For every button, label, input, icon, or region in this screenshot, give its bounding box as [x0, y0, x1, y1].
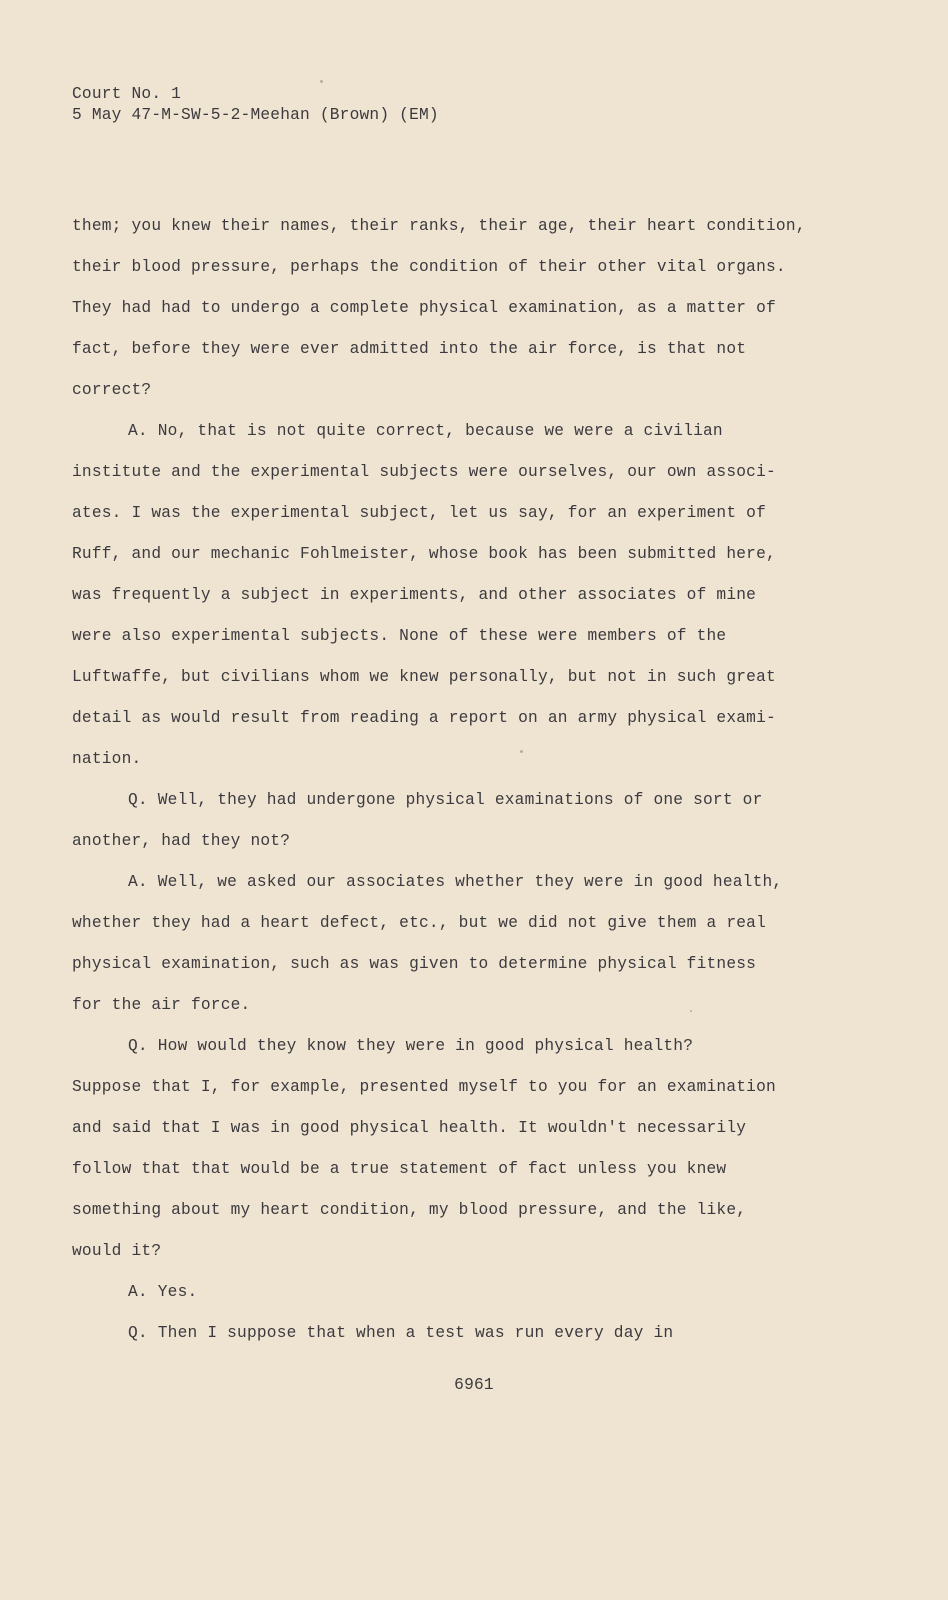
- page-number: 6961: [454, 1376, 494, 1394]
- transcript-line: They had had to undergo a complete physical examination, as a matter of: [72, 299, 776, 317]
- transcript-line: nation.: [72, 750, 142, 768]
- transcript-line: something about my heart condition, my blood pressure, and the like,: [72, 1201, 747, 1219]
- transcript-line: Q. Well, they had undergone physical examinations of one sort or: [128, 791, 763, 809]
- paper-speck: [320, 80, 323, 83]
- transcript-line: Q. How would they know they were in good physical health?: [128, 1037, 694, 1055]
- transcript-line: Q. Then I suppose that when a test was run every day in: [128, 1324, 674, 1342]
- transcript-line: physical examination, such as was given to determine physical fitness: [72, 955, 757, 973]
- transcript-line: A. No, that is not quite correct, because we were a civilian: [128, 422, 723, 440]
- transcript-line: were also experimental subjects. None of these were members of the: [72, 627, 727, 645]
- transcript-line: whether they had a heart defect, etc., but we did not give them a real: [72, 914, 766, 932]
- transcript-line: their blood pressure, perhaps the condition of their other vital organs.: [72, 258, 786, 276]
- transcript-line: detail as would result from reading a report on an army physical exami-: [72, 709, 776, 727]
- transcript-line: A. Yes.: [128, 1283, 198, 1301]
- transcript-line: institute and the experimental subjects were ourselves, our own associ-: [72, 463, 776, 481]
- transcript-line: ates. I was the experimental subject, let us say, for an experiment of: [72, 504, 766, 522]
- document-header: [72, 84, 439, 126]
- transcript-body: [72, 206, 832, 1354]
- transcript-line: A. Well, we asked our associates whether they were in good health,: [128, 873, 783, 891]
- transcript-line: would it?: [72, 1242, 162, 1260]
- transcript-line: follow that that would be a true statement of fact unless you knew: [72, 1160, 727, 1178]
- transcript-line: them; you knew their names, their ranks, their age, their heart condition,: [72, 217, 806, 235]
- court-label: Court No. 1: [72, 85, 182, 103]
- transcript-line: another, had they not?: [72, 832, 291, 850]
- transcript-line: correct?: [72, 381, 152, 399]
- transcript-line: Luftwaffe, but civilians whom we knew personally, but not in such great: [72, 668, 776, 686]
- transcript-line: Suppose that I, for example, presented myself to you for an examination: [72, 1078, 776, 1096]
- transcript-line: and said that I was in good physical health. It wouldn't necessarily: [72, 1119, 747, 1137]
- session-reference: 5 May 47-M-SW-5-2-Meehan (Brown) (EM): [72, 106, 439, 124]
- transcript-line: for the air force.: [72, 996, 251, 1014]
- transcript-line: Ruff, and our mechanic Fohlmeister, whose book has been submitted here,: [72, 545, 776, 563]
- transcript-line: was frequently a subject in experiments, and other associates of mine: [72, 586, 757, 604]
- transcript-line: fact, before they were ever admitted into the air force, is that not: [72, 340, 747, 358]
